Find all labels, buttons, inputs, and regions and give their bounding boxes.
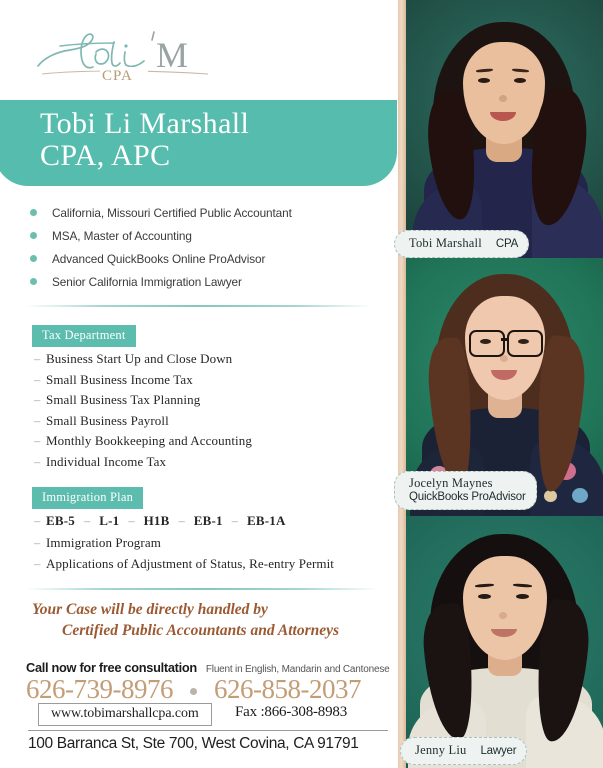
phone-number-secondary[interactable]: 626-858-2037 <box>213 674 361 704</box>
visa-code: EB-1 <box>193 513 223 528</box>
eye-left <box>478 78 490 83</box>
credentials-list <box>30 201 380 293</box>
immigration-item-label: Applications of Adjustment of Status, Re-entry Permit <box>46 555 335 571</box>
tagline-line-1: Your Case will be directly handled by <box>32 601 268 618</box>
dash-icon: – <box>231 514 238 528</box>
tax-department-heading: Tax Department <box>32 325 136 347</box>
dash-icon: – <box>34 393 41 407</box>
credential-label: Senior California Immigration Lawyer <box>52 274 242 289</box>
dash-icon: – <box>83 514 91 528</box>
tax-list-item <box>34 413 252 434</box>
immigration-item-label: Immigration Program <box>46 535 161 550</box>
bullet-dot-icon <box>30 278 37 285</box>
address-rule <box>28 730 388 731</box>
visa-code: EB-5 <box>46 513 75 528</box>
phone-number-primary[interactable]: 626-739-8976 <box>26 674 173 704</box>
tax-item-label: Individual Income Tax <box>46 453 167 469</box>
tan-accent-strip <box>398 0 406 768</box>
dash-icon: – <box>34 556 41 571</box>
dash-icon: – <box>34 413 41 428</box>
nose-shape <box>499 95 507 102</box>
credential-label: California, Missouri Certified Public Accountant <box>52 205 292 220</box>
logo-area <box>0 0 398 100</box>
eye-right <box>514 78 526 83</box>
tax-item-label: Small Business Income Tax <box>46 371 193 387</box>
tax-item-label: Small Business Tax Planning <box>46 392 201 407</box>
svg-text:M: M <box>156 35 189 75</box>
tax-list-item <box>34 392 252 413</box>
nameplate-tobi-marshall <box>394 230 529 258</box>
svg-text:CPA: CPA <box>102 68 133 84</box>
languages-label: Fluent in English, Mandarin and Cantonese <box>205 664 390 675</box>
tax-list-item <box>34 372 252 393</box>
eye-right <box>516 594 529 599</box>
photo-column <box>398 0 603 768</box>
nameplate-jenny-liu <box>400 737 527 765</box>
dash-icon: – <box>34 536 41 550</box>
tax-item-label: Business Start Up and Close Down <box>46 351 233 366</box>
credential-item <box>30 247 380 270</box>
bullet-dot-icon <box>30 255 37 262</box>
dash-icon: – <box>34 372 41 387</box>
credential-item <box>30 224 380 247</box>
portrait-photo-jenny-liu <box>406 516 603 768</box>
nose-shape <box>499 612 507 619</box>
tax-department-list <box>34 351 252 474</box>
visa-code: EB-1A <box>246 513 286 528</box>
immigration-plan-list <box>34 513 334 576</box>
person-role: CPA <box>495 238 519 250</box>
immigration-list-item <box>34 535 334 556</box>
nose-shape <box>500 355 508 362</box>
eyeglasses-lens-right <box>507 330 543 357</box>
name-banner-text <box>40 108 249 172</box>
eyeglasses-lens-left <box>469 330 505 357</box>
dash-icon: – <box>178 514 185 528</box>
person-name: Jocelyn Maynes <box>409 476 493 490</box>
tax-list-item <box>34 433 252 454</box>
banner-line-1: Tobi Li Marshall <box>40 107 250 140</box>
dash-icon: – <box>34 454 41 469</box>
bullet-separator-icon <box>190 688 197 695</box>
immigration-list-item <box>34 556 334 577</box>
dash-icon: – <box>128 514 135 528</box>
bullet-dot-icon <box>30 232 37 239</box>
tax-list-item <box>34 454 252 475</box>
visa-code: H1B <box>143 513 170 528</box>
dash-icon: – <box>34 352 41 366</box>
eye-left <box>478 594 491 599</box>
dash-icon: – <box>34 514 41 528</box>
floral-pattern-dot <box>544 490 557 502</box>
tax-item-label: Small Business Payroll <box>46 412 169 428</box>
credential-label: Advanced QuickBooks Online ProAdvisor <box>52 251 266 266</box>
tax-list-item <box>34 351 252 372</box>
dash-icon: – <box>34 434 41 448</box>
nameplate-jocelyn-maynes <box>394 471 537 510</box>
section-divider <box>26 588 378 590</box>
credential-label: MSA, Master of Accounting <box>52 228 192 243</box>
logo-svg <box>30 22 215 88</box>
person-name: Jenny Liu <box>415 743 467 757</box>
tax-item-label: Monthly Bookkeeping and Accounting <box>46 433 252 448</box>
tagline <box>32 600 392 642</box>
fax-number: Fax :866-308-8983 <box>235 704 348 720</box>
visa-code-row <box>34 513 334 535</box>
credential-item <box>30 270 380 293</box>
phone-row <box>26 674 386 705</box>
section-divider <box>26 305 371 307</box>
credential-item <box>30 201 380 224</box>
person-role: Lawyer <box>480 745 517 757</box>
website-url[interactable]: www.tobimarshallcpa.com <box>38 703 212 726</box>
visa-code: L-1 <box>99 513 120 528</box>
eyeglasses-bridge <box>501 338 507 341</box>
bullet-dot-icon <box>30 209 37 216</box>
banner-line-2: CPA, APC <box>40 138 171 172</box>
floral-pattern-dot <box>572 488 588 503</box>
portrait-photo-tobi-marshall <box>406 0 603 258</box>
immigration-plan-heading: Immigration Plan <box>32 487 143 509</box>
call-to-action-row <box>26 660 389 675</box>
tagline-line-2: Certified Public Accountants and Attorneys <box>62 621 340 639</box>
call-now-label: Call now for free consultation <box>26 660 197 675</box>
office-address: 100 Barranca St, Ste 700, West Covina, CA 91791 <box>28 735 359 752</box>
person-role: QuickBooks ProAdvisor <box>409 490 526 503</box>
tobi-m-cpa-logo <box>30 22 215 88</box>
person-name: Tobi Marshall <box>409 236 482 250</box>
